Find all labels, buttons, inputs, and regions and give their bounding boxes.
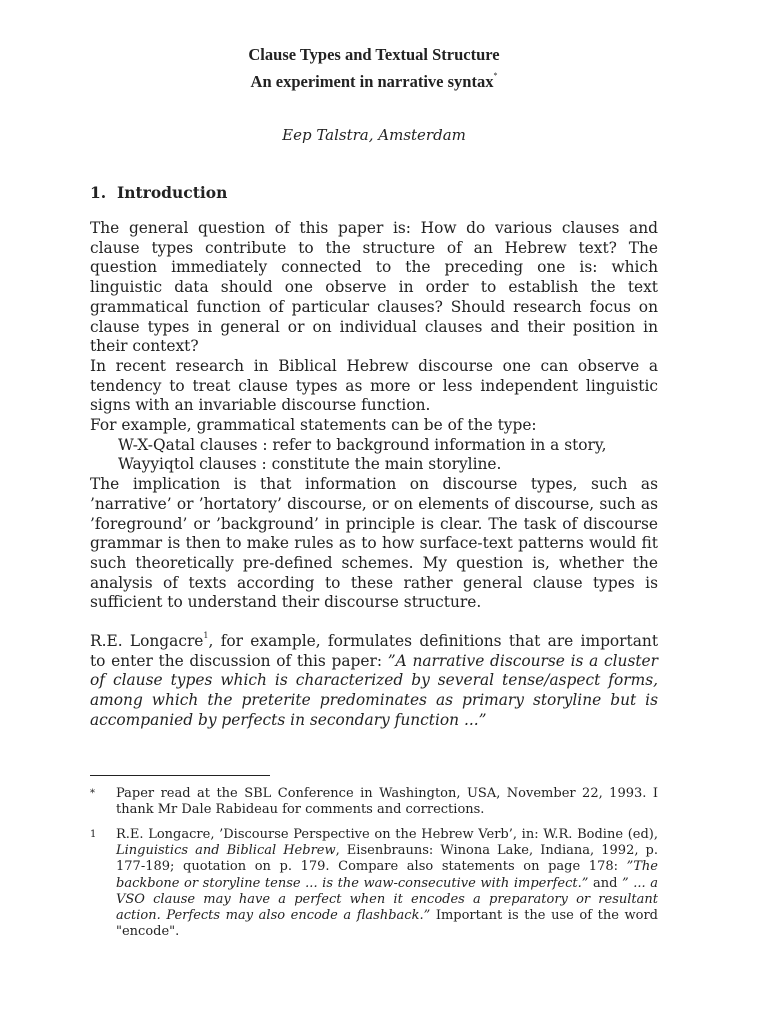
paragraph-5-text: , for example, formulates definitions that are important to enter the discussion of this paper:: [90, 632, 659, 670]
section-number: 1.: [90, 183, 107, 202]
paragraph-2: In recent research in Biblical Hebrew discourse one can observe a tendency to treat clause types as more or less independent linguistic signs with an invariable discourse function.: [90, 356, 658, 415]
fn1-part-e: and: [588, 875, 623, 891]
subtitle-text: An experiment in narrative syntax: [250, 72, 494, 91]
title-footnote-marker[interactable]: *: [493, 71, 498, 80]
fn1-quote-1: ”The backbone or storyline tense ... is the waw-consecutive with imperfect.”: [116, 859, 658, 891]
section-heading: [90, 184, 227, 202]
footnote-ref-1[interactable]: 1: [203, 631, 209, 641]
footnote-1-text: [116, 827, 658, 940]
title-line-2: [90, 65, 658, 92]
footnote-1-mark: 1: [90, 829, 97, 840]
paragraph-3: For example, grammatical statements can be of the type:: [90, 416, 537, 435]
fn1-book-title: Linguistics and Biblical Hebrew: [116, 843, 336, 859]
fn1-part-a: R.E. Longacre, ’Discourse Perspective on the Hebrew Verb’, in: W.R. Bodine (ed),: [116, 827, 658, 842]
paragraph-gap: [90, 613, 658, 632]
section-title: Introduction: [117, 183, 228, 202]
paragraph-4: The implication is that information on discourse types, such as ’narrative’ or ’hortatory’ discourse, or on elements of discourse, such as ’foreground’ or ’background’ in principle is clear. The task of discourse grammar is then to make rules as to how surface-text patterns would fit such theoretically pre-defined schemes. My question is, whether the analysis of texts according to these rather general clause types is sufficient to understand their discourse structure.: [90, 475, 658, 612]
title-line-1: Clause Types and Textual Structure: [248, 45, 500, 64]
paragraph-5: [90, 632, 658, 731]
paragraph-1: The general question of this paper is: How do various clauses and clause types contribute to the structure of an Hebrew text? The question immediately connected to the preceding one is: which linguistic data should one observe in order to establish the text grammatical function of particular clauses? Should research focus on clause types in general or on individual clauses and their position in their context?: [90, 219, 658, 356]
example-line-2: Wayyiqtol clauses : constitute the main storyline.: [118, 455, 502, 474]
footnote-star: [90, 786, 658, 818]
example-line-1: W-X-Qatal clauses : refer to background information in a story,: [118, 435, 607, 454]
longacre-quote: ”A narrative discourse is a cluster of clause types which is characterized by several tense/aspect forms, among which the preterite predominates as primary storyline but is accompanied by perfects in secondary function ...”: [90, 651, 658, 729]
footnote-star-mark: *: [90, 788, 95, 799]
fn1-quote-2: ” ... a VSO clause may have a perfect when it encodes a preparatory or resultant action. Perfects may also encode a flashback.”: [116, 875, 658, 924]
body-text: [90, 219, 658, 731]
footnote-1: [90, 827, 658, 940]
paper-title: [90, 44, 658, 92]
author-line: Eep Talstra, Amsterdam: [282, 126, 466, 144]
footnote-rule: [90, 775, 270, 776]
fn1-part-c: , Eisenbrauns: Winona Lake, Indiana, 1992, p. 177-189; quotation on p. 179. Compare also statements on page 178:: [116, 843, 658, 875]
fn1-part-g: Important is the use of the word "encode".: [116, 908, 658, 940]
footnote-star-text: Paper read at the SBL Conference in Washington, USA, November 22, 1993. I thank Mr Dale Rabideau for comments and corrections.: [116, 786, 658, 818]
longacre-name: R.E. Longacre: [90, 632, 204, 651]
